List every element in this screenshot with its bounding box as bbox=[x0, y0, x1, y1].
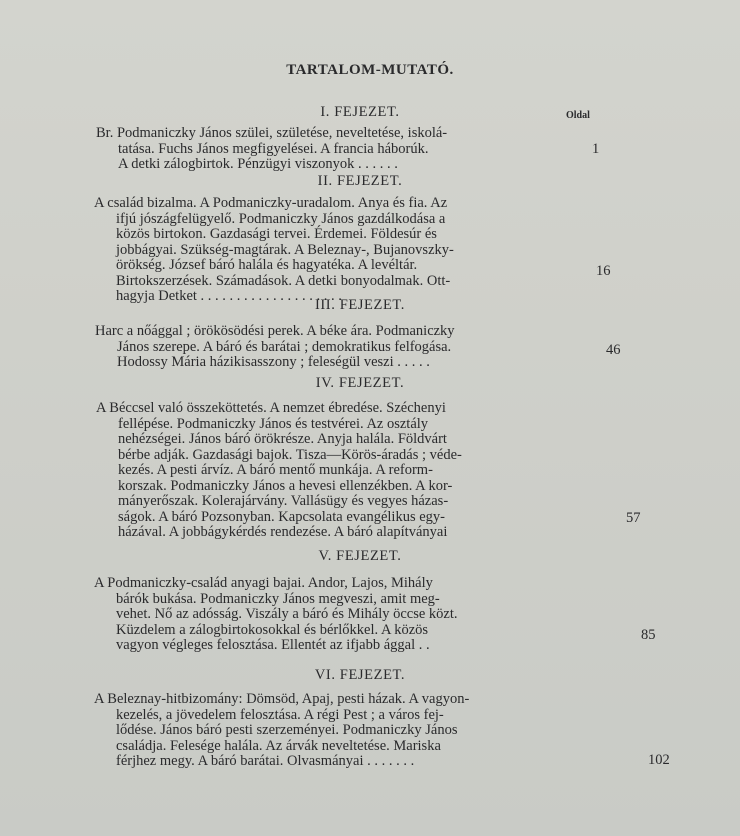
entry-line: tatása. Fuchs János megfigyelései. A francia háborúk. bbox=[118, 140, 429, 157]
entry-line: jobbágyai. Szükség-magtárak. A Beleznay-, Bujanovszky- bbox=[116, 241, 454, 258]
entry-line: Birtokszerzések. Számadások. A detki bonyodalmak. Ott- bbox=[116, 272, 451, 289]
entry-line: örökség. József báró halála és hagyatéka. A levéltár. bbox=[116, 257, 418, 273]
entry-line: Hodossy Mária házikisasszony ; feleségül veszi . . . . . bbox=[117, 354, 430, 370]
entry-line: bárók bukása. Podmaniczky János megveszi, amit meg- bbox=[116, 590, 440, 607]
page-number: 16 bbox=[596, 263, 611, 279]
entry-line: mányerőszak. Kolerajárvány. Vallásügy és vegyes házas- bbox=[118, 493, 449, 509]
entry-line: közös birtokon. Gazdasági tervei. Érdemei. Földesúr és bbox=[116, 226, 437, 242]
entry-line: A detki zálogbirtok. Pénzügyi viszonyok . . . . . . bbox=[118, 156, 398, 172]
page-number: 85 bbox=[641, 627, 656, 643]
page-number: 46 bbox=[606, 342, 621, 358]
entry-line: férjhez megy. A báró barátai. Olvasmányai . . . . . . . bbox=[116, 753, 415, 769]
entry-line: házával. A jobbágykérdés rendezése. A báró alapítványai bbox=[118, 524, 448, 540]
chapter-heading: I. FEJEZET. bbox=[320, 104, 400, 120]
entry-line: vagyon végleges felosztása. Ellentét az ifjabb ággal . . bbox=[116, 637, 430, 653]
entry-line: ságok. A báró Pozsonyban. Kapcsolata evangélikus egy- bbox=[118, 508, 445, 525]
chapter-entry bbox=[96, 401, 462, 541]
entry-line: hagyja Detket . . . . . . . . . . . . . . . . . . . . bbox=[116, 288, 342, 304]
entry-line: vehet. Nő az adósság. Viszály a báró és Mihály öccse közt. bbox=[116, 606, 458, 622]
entry-line: A Podmaniczky-család anyagi bajai. Andor, Lajos, Mihály bbox=[94, 575, 433, 591]
entry-line: korszak. Podmaniczky János a hevesi ellenzékben. A kor- bbox=[118, 477, 453, 494]
chapter-heading: II. FEJEZET. bbox=[317, 173, 403, 189]
chapter-entry bbox=[94, 196, 454, 305]
entry-line: lődése. János báró pesti szerzeményei. Podmaniczky János bbox=[116, 722, 458, 738]
entry-line: Küzdelem a zálogbirtokosokkal és bérlőkkel. A közös bbox=[116, 621, 429, 638]
chapter-entry bbox=[94, 576, 458, 654]
page-number: 102 bbox=[648, 752, 670, 768]
entry-line: A Beleznay-hitbizomány: Dömsöd, Apaj, pesti házak. A vagyon- bbox=[94, 691, 470, 707]
entry-line: bérbe adják. Gazdasági bajok. Tisza—Körös-áradás ; véde- bbox=[118, 446, 462, 463]
entry-line: A Béccsel való összeköttetés. A nemzet ébredése. Széchenyi bbox=[96, 400, 446, 416]
page-column-label: Oldal bbox=[566, 110, 590, 121]
entry-line: kezelés, a jövedelem felosztása. A régi Pest ; a város fej- bbox=[116, 706, 444, 723]
entry-line: Harc a nőággal ; örökösödési perek. A béke ára. Podmaniczky bbox=[95, 323, 455, 339]
page-title: TARTALOM-MUTATÓ. bbox=[286, 62, 454, 78]
chapter-entry bbox=[95, 324, 455, 371]
entry-line: Br. Podmaniczky János szülei, születése, neveltetése, iskolá- bbox=[96, 125, 448, 141]
entry-line: fellépése. Podmaniczky János és testvérei. Az osztály bbox=[118, 415, 429, 432]
entry-line: kezés. A pesti árvíz. A báró mentő munkája. A reform- bbox=[118, 462, 433, 478]
chapter-heading: III. FEJEZET. bbox=[314, 297, 406, 313]
chapter-entry bbox=[94, 692, 469, 770]
chapter-heading: VI. FEJEZET. bbox=[314, 667, 406, 683]
chapter-heading: IV. FEJEZET. bbox=[315, 375, 405, 391]
entry-line: családja. Felesége halála. Az árvák neveltetése. Mariska bbox=[116, 737, 441, 754]
entry-line: János szerepe. A báró és barátai ; demokratikus felfogása. bbox=[117, 338, 452, 355]
entry-line: ifjú jószágfelügyelő. Podmaniczky János gazdálkodása a bbox=[116, 210, 446, 227]
entry-line: A család bizalma. A Podmaniczky-uradalom. Anya és fia. Az bbox=[94, 195, 448, 211]
entry-line: nehézségei. János báró örökrésze. Anyja halála. Földvárt bbox=[118, 431, 447, 447]
chapter-entry bbox=[96, 126, 447, 173]
chapter-heading: V. FEJEZET. bbox=[318, 548, 402, 564]
page-number: 1 bbox=[592, 141, 600, 157]
page-number: 57 bbox=[626, 510, 641, 526]
